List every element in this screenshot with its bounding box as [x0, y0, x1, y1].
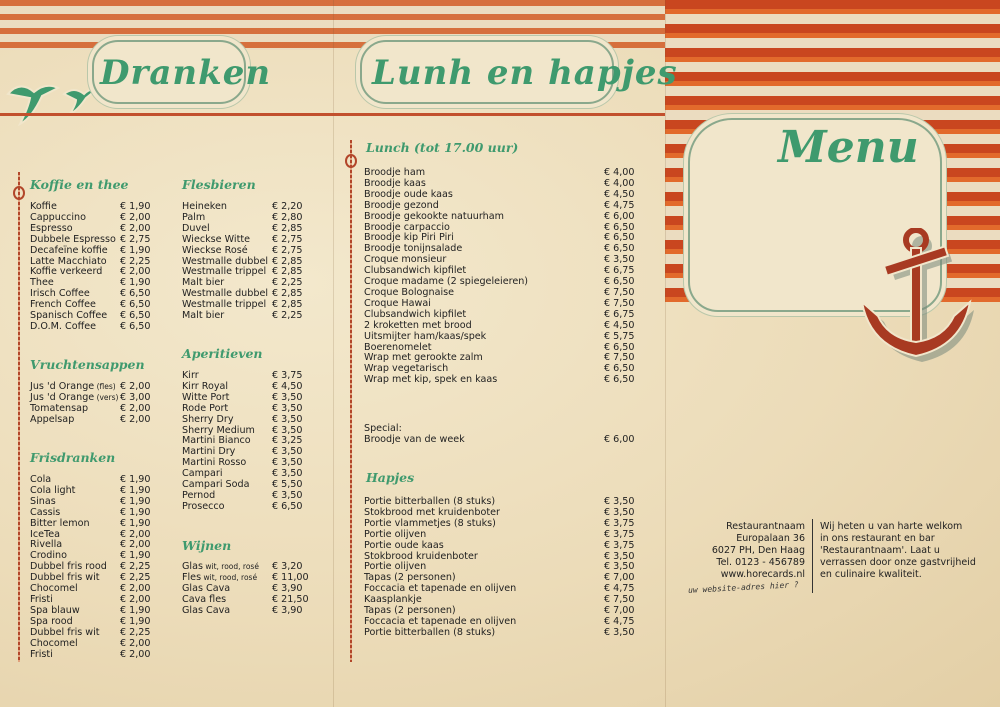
- item-name: Cola: [30, 474, 52, 485]
- item-price: € 3,20: [272, 561, 303, 572]
- item-name: Clubsandwich kipfilet: [364, 308, 467, 320]
- item-price: € 3,50: [604, 561, 635, 573]
- item-name: IceTea: [30, 528, 61, 540]
- item-price: € 1,90: [120, 474, 151, 485]
- item-price: € 7,50: [604, 286, 635, 298]
- item-name: Tapas (2 personen): [364, 605, 456, 617]
- item-name: Westmalle dubbel: [182, 255, 269, 267]
- item-name: Jus 'd Orange (fles): [30, 381, 116, 392]
- item-name: Broodje kaas: [364, 177, 426, 189]
- menu-item: [30, 650, 155, 661]
- item-name: Glas Cava: [182, 604, 231, 616]
- item-name: Kirr Royal: [182, 380, 229, 392]
- item-name: Wieckse Witte: [182, 233, 250, 245]
- item-name: Wrap met gerookte zalm: [364, 352, 483, 364]
- item-price: € 1,90: [120, 277, 151, 289]
- item-price: € 2,00: [120, 211, 151, 223]
- fold-line: [333, 0, 334, 707]
- item-price: € 3,25: [272, 435, 303, 447]
- item-name: Campari Soda: [182, 479, 250, 491]
- item-price: € 3,50: [272, 468, 303, 480]
- item-name: Decafeïne koffie: [30, 244, 108, 256]
- menu-item: [182, 502, 307, 513]
- item-name: Wrap vegetarisch: [364, 363, 449, 375]
- koffie-list: [30, 202, 155, 333]
- item-price: € 3,75: [604, 528, 635, 540]
- item-price: € 1,90: [120, 244, 151, 256]
- item-price: € 6,50: [604, 221, 635, 233]
- item-price: € 2,00: [120, 413, 151, 425]
- item-price: € 2,25: [120, 626, 151, 638]
- lunch-rule: [334, 113, 665, 116]
- fold-line: [665, 0, 666, 707]
- item-name: Glas Cava: [182, 582, 231, 594]
- menu-item: [364, 375, 636, 386]
- item-price: € 6,75: [604, 265, 635, 277]
- item-name: Martini Dry: [182, 446, 236, 458]
- item-name: Cassis: [30, 506, 61, 518]
- item-name: Westmalle trippel: [182, 266, 267, 278]
- item-price: € 5,75: [604, 330, 635, 342]
- item-price: € 11,00: [272, 571, 309, 583]
- section-wijnen: Wijnen: [182, 538, 232, 553]
- item-name: Foccacia et tapenade en olijven: [364, 615, 517, 627]
- item-name: Portie vlammetjes (8 stuks): [364, 517, 496, 529]
- item-price: € 3,50: [272, 489, 303, 501]
- item-name: Broodje oude kaas: [364, 188, 453, 200]
- item-name: Spa blauw: [30, 604, 80, 616]
- rope-knot: [13, 186, 25, 200]
- item-name: Fles wit, rood, rosé: [182, 571, 258, 583]
- item-price: € 1,90: [120, 484, 151, 496]
- item-name: Palm: [182, 211, 206, 223]
- vruchten-list: [30, 382, 155, 426]
- item-name: Chocomel: [30, 637, 78, 649]
- item-name: Tomatensap: [30, 402, 89, 414]
- item-price: € 6,50: [120, 288, 151, 300]
- aperitief-list: [182, 371, 307, 513]
- item-price: € 3,50: [272, 424, 303, 436]
- item-price: € 2,25: [120, 572, 151, 584]
- item-name: Appelsap: [30, 413, 75, 425]
- item-name: Koffie: [30, 201, 57, 212]
- section-hapjes: Hapjes: [366, 470, 415, 485]
- item-price: € 6,50: [120, 310, 151, 322]
- item-price: € 6,50: [604, 363, 635, 375]
- item-price: € 3,50: [604, 496, 635, 507]
- item-price: € 2,00: [120, 583, 151, 595]
- phone: Tel. 0123 - 456789: [716, 557, 805, 568]
- item-name: Broodje gekookte natuurham: [364, 210, 504, 222]
- item-price: € 6,00: [604, 434, 635, 445]
- section-fris: Frisdranken: [30, 450, 116, 465]
- item-price: € 6,00: [604, 210, 635, 222]
- item-name: Portie olijven: [364, 528, 427, 540]
- rope-knot: [345, 154, 357, 168]
- item-name: French Coffee: [30, 299, 96, 311]
- item-price: € 2,85: [272, 266, 303, 278]
- item-price: € 2,20: [272, 201, 303, 212]
- item-name: Broodje ham: [364, 167, 426, 178]
- item-price: € 4,75: [604, 199, 635, 211]
- welcome-line: Wij heten u van harte welkom: [820, 521, 963, 532]
- item-price: € 2,25: [120, 255, 151, 267]
- item-name: Sinas: [30, 495, 56, 507]
- item-name: Duvel: [182, 222, 210, 234]
- lunch-list: [364, 168, 636, 386]
- item-name: Martini Bianco: [182, 435, 251, 447]
- item-price: € 2,75: [120, 233, 151, 245]
- rope-left: [18, 172, 20, 662]
- item-name: Crodino: [30, 550, 68, 562]
- item-name: D.O.M. Coffee: [30, 320, 97, 332]
- item-price: € 3,50: [604, 506, 635, 518]
- item-name: Malt bier: [182, 310, 225, 322]
- item-note: (fles): [94, 382, 116, 391]
- item-name: Thee: [30, 277, 54, 289]
- item-price: € 3,00: [120, 391, 151, 403]
- item-price: € 6,50: [604, 243, 635, 255]
- item-name: Fristi: [30, 648, 53, 660]
- address-street: Europalaan 36: [736, 533, 805, 544]
- wijnen-list: [182, 562, 307, 617]
- item-name: Foccacia et tapenade en olijven: [364, 583, 517, 595]
- item-name: Broodje kip Piri Piri: [364, 232, 454, 244]
- item-price: € 2,00: [120, 593, 151, 605]
- item-note: (vers): [94, 392, 119, 402]
- restaurant-name: Restaurantnaam: [726, 521, 805, 532]
- item-name: Croque madame (2 spiegeleieren): [364, 276, 529, 288]
- menu-item: [182, 311, 307, 322]
- item-name: Uitsmijter ham/kaas/spek: [364, 330, 487, 342]
- item-name: Dubbel fris wit: [30, 572, 100, 584]
- dranken-title: Dranken: [100, 53, 272, 93]
- item-price: € 6,50: [604, 341, 635, 353]
- item-name: Wieckse Rosé: [182, 244, 248, 256]
- item-price: € 1,90: [120, 495, 151, 507]
- item-price: € 2,00: [120, 637, 151, 649]
- item-name: Campari: [182, 468, 223, 480]
- item-price: € 6,75: [604, 308, 635, 320]
- item-price: € 2,75: [272, 233, 303, 245]
- item-name: Broodje carpaccio: [364, 221, 450, 233]
- item-price: € 6,50: [604, 276, 635, 288]
- section-vruchten: Vruchtensappen: [30, 357, 145, 372]
- item-name: Sherry Dry: [182, 413, 234, 425]
- rope-middle: [350, 140, 352, 662]
- item-price: € 3,75: [604, 517, 635, 529]
- item-name: Martini Rosso: [182, 457, 247, 469]
- item-name: Cava fles: [182, 593, 227, 605]
- welcome-line: verrassen door onze gastvrijheid: [820, 557, 976, 568]
- menu-item: [30, 322, 155, 333]
- welcome-line: in ons restaurant en bar: [820, 533, 935, 544]
- item-name: Spa rood: [30, 615, 73, 627]
- item-price: € 3,75: [604, 539, 635, 551]
- item-price: € 4,50: [604, 188, 635, 200]
- item-price: € 6,50: [120, 320, 151, 332]
- item-name: Pernod: [182, 489, 216, 501]
- item-price: € 1,90: [120, 604, 151, 616]
- menu-item: [182, 606, 307, 617]
- welcome-text: [820, 521, 992, 581]
- item-name: Portie bitterballen (8 stuks): [364, 496, 496, 507]
- contact-block: [690, 521, 805, 581]
- item-name: Kaasplankje: [364, 594, 422, 606]
- item-price: € 7,50: [604, 297, 635, 309]
- item-price: € 4,75: [604, 583, 635, 595]
- item-name: Bitter lemon: [30, 517, 90, 529]
- section-flesbier: Flesbieren: [182, 177, 256, 192]
- item-name: Cola light: [30, 484, 76, 496]
- dranken-rule: [0, 113, 334, 116]
- item-price: € 21,50: [272, 593, 309, 605]
- item-name: Stokbrood met kruidenboter: [364, 506, 500, 518]
- item-name: Espresso: [30, 222, 73, 234]
- item-name: Portie oude kaas: [364, 539, 444, 551]
- item-price: € 2,00: [120, 266, 151, 278]
- item-price: € 3,50: [272, 391, 303, 403]
- item-name: Chocomel: [30, 583, 78, 595]
- item-price: € 6,50: [604, 232, 635, 244]
- item-price: € 1,90: [120, 201, 151, 212]
- address-city: 6027 PH, Den Haag: [711, 545, 805, 556]
- item-price: € 3,50: [604, 626, 635, 638]
- section-koffie: Koffie en thee: [30, 177, 129, 192]
- item-name: Westmalle trippel: [182, 299, 267, 311]
- item-price: € 3,50: [604, 254, 635, 266]
- item-price: € 6,50: [272, 500, 303, 512]
- item-price: € 7,00: [604, 572, 635, 584]
- item-price: € 3,90: [272, 582, 303, 594]
- item-price: € 4,75: [604, 615, 635, 627]
- item-price: € 4,00: [604, 167, 635, 178]
- item-price: € 2,75: [272, 244, 303, 256]
- item-note: wit, rood, rosé: [202, 562, 259, 571]
- item-name: Boerenomelet: [364, 341, 432, 353]
- item-name: Westmalle dubbel: [182, 288, 269, 300]
- item-name: Broodje tonijnsalade: [364, 243, 463, 255]
- item-name: Broodje gezond: [364, 199, 439, 211]
- item-price: € 2,25: [120, 561, 151, 573]
- item-price: € 6,50: [604, 374, 635, 386]
- item-price: € 7,50: [604, 352, 635, 364]
- item-name: Clubsandwich kipfilet: [364, 265, 467, 277]
- item-price: € 1,90: [120, 550, 151, 562]
- seagulls-icon: [6, 74, 98, 132]
- item-price: € 3,50: [604, 550, 635, 562]
- item-price: € 2,00: [120, 222, 151, 234]
- item-name: Croque monsieur: [364, 254, 447, 266]
- item-price: € 2,00: [120, 528, 151, 540]
- item-price: € 2,25: [272, 277, 303, 289]
- section-aperitief: Aperitieven: [182, 346, 263, 361]
- website: www.horecards.nl: [720, 569, 805, 580]
- item-name: Cappuccino: [30, 211, 87, 223]
- website-note: uw website-adres hier ?: [687, 580, 799, 595]
- item-price: € 2,00: [120, 539, 151, 551]
- special-item: [364, 435, 636, 446]
- item-name: Sherry Medium: [182, 424, 255, 436]
- menu-title-text: Menu: [778, 122, 919, 173]
- item-name: Rivella: [30, 539, 63, 551]
- item-name: Fristi: [30, 593, 53, 605]
- item-name: Rode Port: [182, 402, 229, 414]
- item-name: Dubbel fris wit: [30, 626, 100, 638]
- item-name: Stokbrood kruidenboter: [364, 550, 478, 562]
- item-price: € 4,50: [272, 380, 303, 392]
- menu-item: [364, 628, 636, 639]
- fris-list: [30, 475, 155, 660]
- section-lunch: Lunch (tot 17.00 uur): [366, 140, 519, 155]
- item-price: € 7,50: [604, 594, 635, 606]
- item-name: Wrap met kip, spek en kaas: [364, 374, 498, 386]
- item-price: € 2,00: [120, 648, 151, 660]
- item-name: Irisch Coffee: [30, 288, 90, 300]
- item-name: Croque Hawai: [364, 297, 431, 309]
- item-name: Malt bier: [182, 277, 225, 289]
- item-price: € 2,00: [120, 402, 151, 414]
- item-name: Broodje van de week: [364, 434, 465, 445]
- item-name: Kirr: [182, 370, 199, 381]
- item-name: Jus 'd Orange (vers): [30, 391, 119, 403]
- item-name: Prosecco: [182, 500, 225, 512]
- item-price: € 2,85: [272, 255, 303, 267]
- item-price: € 2,80: [272, 211, 303, 223]
- item-name: Koffie verkeerd: [30, 266, 103, 278]
- item-price: € 4,50: [604, 319, 635, 331]
- menu-item: [30, 415, 155, 426]
- item-price: € 3,50: [272, 457, 303, 469]
- item-price: € 1,90: [120, 517, 151, 529]
- item-name: Portie bitterballen (8 stuks): [364, 626, 496, 638]
- item-name: Portie olijven: [364, 561, 427, 573]
- item-name: Heineken: [182, 201, 227, 212]
- item-price: € 3,75: [272, 370, 303, 381]
- item-name: Dubbel fris rood: [30, 561, 107, 573]
- item-name: Latte Macchiato: [30, 255, 107, 267]
- item-name: Croque Bolognaise: [364, 286, 455, 298]
- contact-divider: [812, 519, 813, 593]
- item-price: € 2,85: [272, 222, 303, 234]
- item-price: € 2,25: [272, 310, 303, 322]
- item-price: € 5,50: [272, 479, 303, 491]
- item-price: € 3,90: [272, 604, 303, 616]
- welcome-line: 'Restaurantnaam'. Laat u: [820, 545, 940, 556]
- item-price: € 3,50: [272, 446, 303, 458]
- hapjes-list: [364, 497, 636, 639]
- anchor-icon: [860, 228, 975, 378]
- item-price: € 7,00: [604, 605, 635, 617]
- item-name: Glas wit, rood, rosé: [182, 561, 259, 572]
- item-name: Spanisch Coffee: [30, 310, 108, 322]
- item-price: € 2,85: [272, 288, 303, 300]
- item-price: € 4,00: [604, 177, 635, 189]
- item-price: € 3,50: [272, 413, 303, 425]
- item-price: € 2,00: [120, 381, 151, 392]
- item-note: wit, rood, rosé: [201, 572, 258, 582]
- welcome-line: en culinaire kwaliteit.: [820, 569, 922, 580]
- item-name: Dubbele Espresso: [30, 233, 116, 245]
- item-price: € 1,90: [120, 615, 151, 627]
- item-price: € 6,50: [120, 299, 151, 311]
- lunch-title: Lunh en hapjes: [372, 53, 678, 93]
- item-price: € 3,50: [272, 402, 303, 414]
- item-price: € 1,90: [120, 506, 151, 518]
- special-label: Special:: [364, 423, 402, 434]
- item-name: Witte Port: [182, 391, 230, 403]
- flesbier-list: [182, 202, 307, 322]
- item-name: Tapas (2 personen): [364, 572, 456, 584]
- item-price: € 2,85: [272, 299, 303, 311]
- item-name: 2 kroketten met brood: [364, 319, 472, 331]
